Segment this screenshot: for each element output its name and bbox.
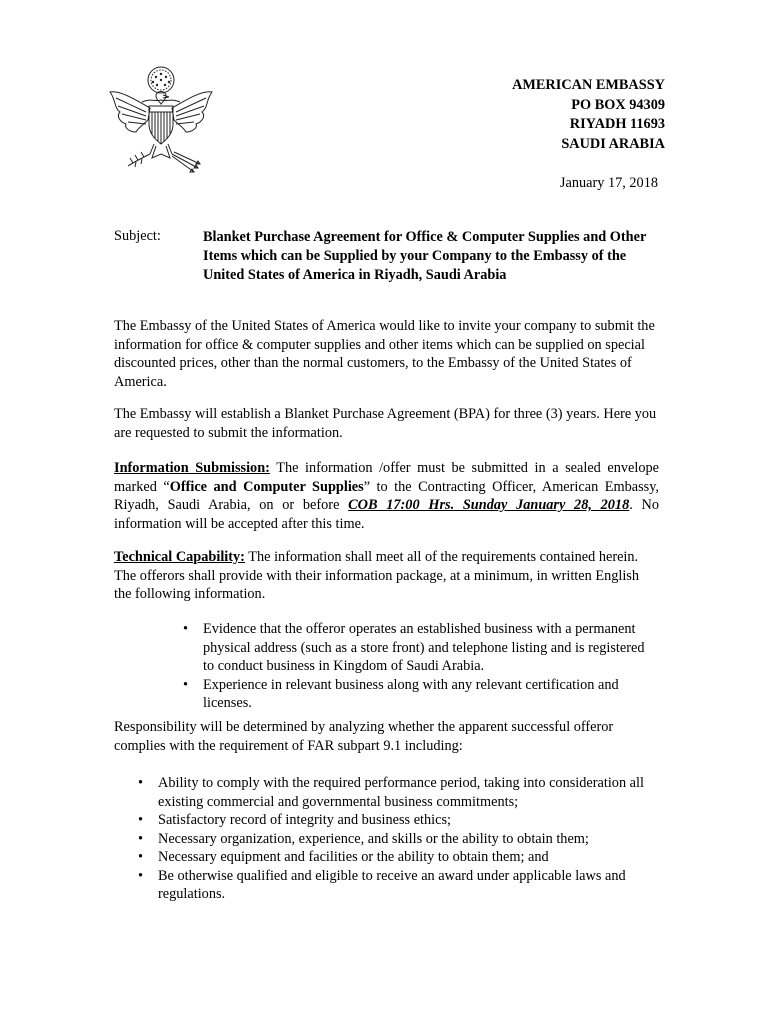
list-item: • Evidence that the offeror operates an established business with a permanent physical address (such as a store front) and telephone listing and is registered to conduct business in Kingdom of Saudi Arabia. [203,620,651,676]
letter-date: January 17, 2018 [559,175,658,191]
info-deadline: COB 17:00 Hrs. Sunday January 28, 2018 [348,497,630,513]
tech-text: The information shall meet all of the requirements contained herein. The offerors shall provide with their information package, at a minimum, in written English the following information. [114,549,640,602]
great-seal-icon [106,62,216,174]
subject-text: Blanket Purchase Agreement for Office & Computer Supplies and Other Items which can be Supplied by your Company to the Embassy of the United States of America in Riyadh, Saudi Arabia [203,229,647,283]
technical-capability-paragraph [114,548,659,604]
subject-label: Subject: [114,228,161,244]
address-line: AMERICAN EMBASSY [512,77,665,93]
responsibility-criteria-list [158,774,658,904]
list-item: • Be otherwise qualified and eligible to receive an award under applicable laws and regulations. [158,867,658,904]
address-line: PO BOX 94309 [571,96,665,113]
list-item: • Ability to comply with the required performance period, taking into consideration all existing commercial and governmental business commitments; [158,774,658,811]
list-item: • Satisfactory record of integrity and business ethics; [158,811,658,830]
embassy-address [512,76,665,154]
list-item: • Necessary organization, experience, and skills or the ability to obtain them; [158,830,658,849]
info-text: ” to the Contracting Officer, American Embassy, Riyadh, Saudi Arabia, on or before [114,478,659,513]
information-submission-heading: Information Submission: [114,460,270,476]
technical-capability-heading: Technical Capability: [114,549,245,565]
technical-requirements-list [203,620,651,713]
info-marked-label: Office and Computer Supplies [169,478,364,495]
address-line: SAUDI ARABIA [561,135,665,152]
information-submission-paragraph [114,459,659,533]
intro-paragraph: The Embassy of the United States of America would like to invite your company to submit the information for office & computer supplies and other items which can be supplied on special discounted prices, other than the normal customers, to the Embassy of the United States of America. [114,318,655,390]
list-item: • Necessary equipment and facilities or the ability to obtain them; and [158,848,658,867]
info-text: The information /offer must be submitted in a sealed envelope marked “ [114,460,659,495]
list-item: • Experience in relevant business along with any relevant certification and licenses. [203,676,651,713]
bpa-paragraph: The Embassy will establish a Blanket Purchase Agreement (BPA) for three (3) years. Here you are requested to submit the information. [114,406,657,441]
info-text: . No information will be accepted after this time. [114,497,659,532]
responsibility-paragraph: Responsibility will be determined by analyzing whether the apparent successful offeror complies with the requirement of FAR subpart 9.1 including: [114,719,614,754]
address-line: RIYADH 11693 [569,116,665,132]
